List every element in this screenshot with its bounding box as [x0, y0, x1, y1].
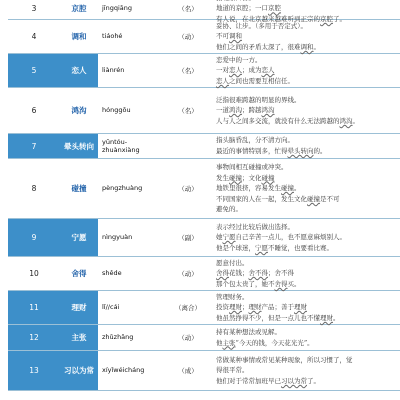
example-line — [216, 76, 294, 87]
vocab-word: 宁愿 — [60, 219, 98, 256]
definition — [216, 291, 400, 324]
pinyin: jīngqiāng — [102, 4, 133, 13]
underlined-term: 京腔 — [268, 4, 281, 13]
part-of-speech: （离合） — [175, 304, 201, 312]
row-number: 12 — [8, 325, 60, 350]
text-segment: 她 — [216, 233, 223, 242]
row-number: 3 — [31, 4, 37, 13]
example-line — [216, 376, 320, 387]
definition-gloss — [216, 327, 281, 338]
part-of-speech: （动） — [178, 33, 198, 41]
underlined-term: 晕头转向 — [287, 147, 314, 155]
underlined-term: 恋人 — [216, 76, 229, 85]
part-of-speech: （名） — [178, 107, 198, 115]
definition-gloss — [216, 95, 301, 106]
vocab-word: 晕头转向 — [60, 134, 98, 158]
text-segment: 避免的。 — [216, 205, 242, 214]
underlined-term: 恋人 — [229, 66, 242, 75]
definition — [216, 88, 400, 133]
row-number: 4 — [31, 32, 37, 41]
example-line — [216, 42, 320, 53]
row-number: 13 — [8, 351, 60, 390]
definition — [216, 159, 400, 218]
vocab-word: 舍得 — [71, 269, 87, 278]
text-segment: 花钱； — [229, 269, 249, 278]
definition — [216, 20, 400, 53]
table-row — [8, 257, 400, 291]
underlined-term: 碰撞 — [229, 173, 242, 182]
text-segment: 指头脑昏乱，分不清方向。 — [216, 136, 294, 145]
text-segment: 了。 — [333, 14, 346, 23]
text-segment: 得很平常。 — [216, 366, 249, 375]
row-number: 10 — [29, 269, 39, 278]
definition — [216, 325, 400, 350]
text-segment: 投资 — [216, 303, 229, 312]
row-number: 11 — [8, 291, 60, 324]
underlined-term: 习以为常 — [281, 376, 307, 385]
underlined-term: 舍得 — [274, 279, 288, 288]
row-number: 7 — [8, 134, 60, 158]
underlined-term: 舍得 — [216, 269, 229, 278]
vocab-word: 恋人 — [60, 54, 98, 87]
underlined-term: 舍不得 — [248, 269, 268, 278]
text-segment: 那个包太贵了，她不 — [216, 279, 275, 288]
text-segment: 了。 — [307, 376, 320, 385]
definition — [216, 54, 400, 87]
definition — [216, 134, 400, 158]
vocab-word: 主张 — [60, 325, 98, 350]
vocab-word: 习以为常 — [60, 351, 98, 390]
vocab-word: 京腔 — [71, 4, 87, 13]
text-segment: 持有某种想法或见解。 — [216, 327, 281, 336]
underlined-term: 鸿沟 — [261, 106, 275, 115]
table-row — [8, 134, 400, 159]
underlined-term: 京腔 — [320, 14, 333, 23]
text-segment: 人与人之间多交流，就没有什么无法跨越的 — [216, 116, 340, 125]
example-line — [216, 365, 249, 376]
underlined-term: 理财 — [294, 303, 307, 312]
example-line — [216, 173, 275, 184]
row-number: 6 — [31, 106, 37, 115]
pinyin: lǐ//cái — [102, 303, 120, 312]
underlined-term: 碰撞 — [281, 184, 294, 193]
example-line — [216, 146, 327, 157]
text-segment: 产品；善于 — [261, 303, 294, 312]
text-segment: 。 — [313, 42, 320, 51]
example-line — [216, 194, 340, 205]
text-segment: 不睡觉，也要看比赛。 — [268, 243, 333, 252]
row-number: 8 — [31, 184, 37, 193]
part-of-speech: （副） — [178, 234, 198, 242]
definition-gloss — [216, 292, 249, 303]
example-line — [216, 116, 359, 127]
text-segment: 的。 — [313, 147, 327, 155]
underlined-term: 碰撞 — [307, 194, 320, 203]
part-of-speech: （成） — [178, 367, 198, 375]
part-of-speech: （动） — [178, 334, 198, 342]
definition-gloss — [216, 55, 262, 66]
table-row — [8, 88, 400, 134]
text-segment: ；舍不得 — [268, 269, 294, 278]
underlined-term: 理财 — [229, 303, 242, 312]
text-segment: 自己辛苦一点儿，也不愿意麻烦别人。 — [235, 233, 346, 242]
vocab-word: 碰撞 — [71, 184, 87, 193]
underlined-term: 宁愿 — [255, 243, 268, 252]
text-segment: 他们之间的矛盾太深了，很难 — [216, 42, 301, 51]
definition-gloss — [216, 21, 307, 32]
underlined-term: 理财 — [248, 303, 262, 312]
pinyin: xíyǐwéicháng — [102, 366, 145, 375]
pinyin: hónggōu — [102, 106, 131, 115]
part-of-speech — [170, 134, 206, 158]
example-line — [216, 313, 340, 324]
underlined-term: 主张 — [222, 338, 236, 347]
example-line — [216, 204, 242, 215]
text-segment: 买。 — [287, 279, 301, 288]
text-segment: 之间也需要互相信任。 — [229, 76, 294, 85]
example-line — [216, 279, 301, 290]
underlined-term: 鸿沟 — [229, 106, 242, 115]
definition-gloss — [216, 258, 249, 269]
text-segment: 他 — [216, 338, 223, 347]
example-line — [216, 302, 307, 313]
table-row — [8, 325, 400, 351]
example-line — [216, 338, 314, 349]
part-of-speech: （动） — [178, 185, 198, 193]
definition-gloss — [216, 222, 294, 233]
underlined-term: 碰撞 — [261, 173, 275, 182]
row-number: 9 — [8, 219, 60, 256]
pinyin: yūntóu- zhuànxiàng — [102, 137, 140, 154]
underlined-term: 调和 — [300, 42, 314, 51]
text-segment: 愿意付出。 — [216, 258, 249, 267]
text-segment: 他是个球迷， — [216, 243, 255, 252]
definition — [216, 257, 400, 290]
text-segment: 不可 — [216, 32, 229, 41]
text-segment: 有人说，在北京越来越难听到正宗的 — [216, 14, 320, 23]
text-segment: 恋爱中的一方。 — [216, 55, 262, 64]
example-line — [216, 65, 275, 76]
text-segment: ； — [242, 303, 249, 312]
example-line — [216, 105, 275, 116]
table-row — [8, 219, 400, 257]
text-segment: 泛指很难跨越的明显的界线。 — [216, 95, 301, 104]
part-of-speech: （动） — [178, 270, 198, 278]
example-line — [216, 268, 294, 279]
text-segment: 最近的事情特别多，忙得 — [216, 147, 288, 155]
text-segment: 地道的京腔；一口 — [216, 4, 268, 13]
text-segment: 妥协、让步。（多用于否定式）。 — [216, 21, 307, 30]
table-row — [8, 54, 400, 88]
underlined-term: 宁愿 — [222, 233, 236, 242]
definition-gloss — [216, 162, 288, 173]
pinyin: liànrén — [102, 66, 125, 75]
definition — [216, 351, 400, 390]
vocab-word: 调和 — [71, 32, 87, 41]
text-segment: 发生 — [216, 173, 229, 182]
vocab-word: 理财 — [60, 291, 98, 324]
definition — [216, 219, 400, 256]
text-segment — [216, 0, 255, 2]
example-line — [216, 232, 346, 243]
definition-gloss — [216, 355, 353, 366]
underlined-term: 理财 — [320, 313, 333, 322]
part-of-speech: （名） — [178, 5, 198, 13]
text-segment: 。 — [294, 184, 301, 193]
text-segment: 。 — [333, 313, 340, 322]
pinyin: pèngzhuàng — [102, 184, 143, 193]
pinyin: nìngyuàn — [102, 233, 133, 242]
text-segment: ；文化 — [242, 173, 262, 182]
underlined-term: 恋人 — [261, 66, 275, 75]
table-row — [8, 159, 400, 219]
text-segment: 是不可 — [320, 194, 340, 203]
text-segment: 一对 — [216, 66, 229, 75]
text-segment: ；成为 — [242, 66, 262, 75]
text-segment: 不同国家的人在一起，发生文化 — [216, 194, 307, 203]
example-line — [216, 31, 242, 42]
pinyin: zhǔzhāng — [102, 333, 134, 342]
table-row — [8, 291, 400, 325]
underlined-term: 鸿沟 — [339, 116, 353, 125]
underlined-term: 调和 — [229, 32, 242, 41]
definition-gloss — [216, 135, 294, 146]
table-row — [8, 0, 400, 23]
text-segment: ；跨越 — [242, 106, 262, 115]
text-segment: 地铁里很挤，容易发生 — [216, 184, 281, 193]
example-line — [216, 3, 281, 14]
text-segment: “今天的钱，今天花光光”。 — [235, 338, 314, 347]
part-of-speech: （名） — [178, 67, 198, 75]
table-row — [8, 20, 400, 54]
pinyin: tiáohé — [102, 32, 123, 41]
text-segment: 他虽然挣得不少，但是一点儿也不懂 — [216, 313, 320, 322]
table-row — [8, 351, 400, 391]
text-segment: 事物间相互碰撞或冲突。 — [216, 163, 288, 172]
example-line — [216, 243, 333, 254]
example-line — [216, 183, 301, 194]
row-number: 5 — [8, 54, 60, 87]
pinyin: shěde — [102, 269, 122, 278]
text-segment: 常做某种事情或常见某种现象，所以习惯了，觉 — [216, 355, 353, 364]
vocab-word: 鸿沟 — [71, 106, 87, 115]
text-segment: 他们对于常常加班早已 — [216, 376, 281, 385]
text-segment: 一道 — [216, 106, 229, 115]
text-segment: 。 — [352, 116, 359, 125]
vocabulary-table — [8, 0, 400, 391]
text-segment: 管理财务。 — [216, 292, 249, 301]
definition — [216, 0, 400, 23]
text-segment: 表示经过比较后做出选择。 — [216, 222, 294, 231]
